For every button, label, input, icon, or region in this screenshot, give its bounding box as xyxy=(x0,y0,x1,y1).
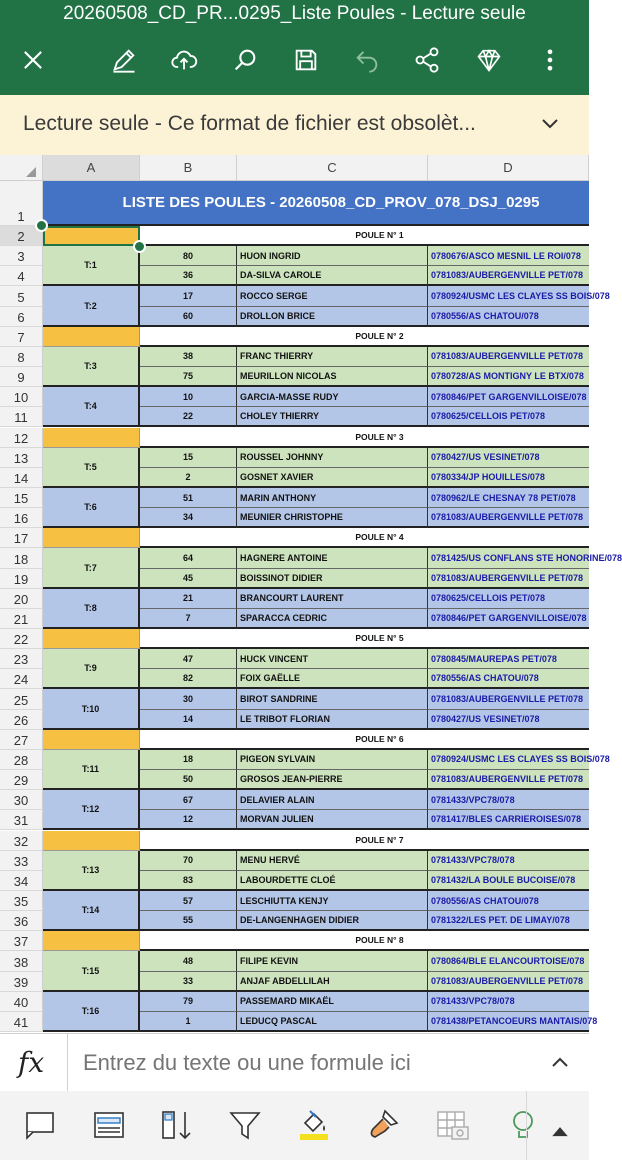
player-club-cell[interactable]: 0781425/US CONFLANS STE HONORINE/078 xyxy=(428,548,589,568)
row-header[interactable]: 29 xyxy=(0,770,43,790)
player-name-cell[interactable]: HUON INGRID xyxy=(237,246,428,266)
player-name-cell[interactable]: MARIN ANTHONY xyxy=(237,488,428,508)
team-cell[interactable]: T:11 xyxy=(43,750,140,790)
team-cell[interactable]: T:13 xyxy=(43,851,140,891)
player-name-cell[interactable]: LESCHIUTTA KENJY xyxy=(237,891,428,911)
player-club-cell[interactable]: 0780427/US VESINET/078 xyxy=(428,448,589,468)
player-club-cell[interactable]: 0780427/US VESINET/078 xyxy=(428,710,589,730)
player-number-cell[interactable]: 80 xyxy=(140,246,237,266)
player-club-cell[interactable]: 0781322/LES PET. DE LIMAY/078 xyxy=(428,911,589,931)
row-header[interactable]: 13 xyxy=(0,448,43,468)
insert-table-icon[interactable] xyxy=(434,1107,470,1143)
expand-up-icon[interactable] xyxy=(542,1113,570,1141)
player-number-cell[interactable]: 79 xyxy=(140,992,237,1012)
poule-header[interactable]: POULE N° 6 xyxy=(140,730,589,750)
sheet-title[interactable]: LISTE DES POULES - 20260508_CD_PROV_078_DSJ_0295 xyxy=(43,181,589,226)
row-header[interactable]: 25 xyxy=(0,689,43,709)
poule-separator-cell[interactable] xyxy=(43,931,140,951)
player-number-cell[interactable]: 33 xyxy=(140,972,237,992)
poule-header[interactable]: POULE N° 8 xyxy=(140,931,589,951)
row-header[interactable]: 27 xyxy=(0,730,43,750)
selection-box[interactable] xyxy=(43,226,140,246)
team-cell[interactable]: T:7 xyxy=(43,548,140,588)
row-header[interactable]: 37 xyxy=(0,931,43,951)
row-header[interactable]: 16 xyxy=(0,508,43,528)
player-name-cell[interactable]: GOSNET XAVIER xyxy=(237,468,428,488)
poule-separator-cell[interactable] xyxy=(43,831,140,851)
player-name-cell[interactable]: BIROT SANDRINE xyxy=(237,689,428,709)
row-header[interactable]: 2 xyxy=(0,226,43,246)
player-number-cell[interactable]: 18 xyxy=(140,750,237,770)
title-bar xyxy=(0,0,589,95)
player-number-cell[interactable]: 67 xyxy=(140,790,237,810)
row-header[interactable]: 39 xyxy=(0,972,43,992)
poule-header[interactable]: POULE N° 7 xyxy=(140,831,589,851)
player-club-cell[interactable]: 0780676/ASCO MESNIL LE ROI/078 xyxy=(428,246,589,266)
team-cell[interactable]: T:8 xyxy=(43,589,140,629)
formula-input[interactable] xyxy=(83,1050,523,1076)
poule-header[interactable]: POULE N° 1 xyxy=(140,226,589,246)
player-club-cell[interactable]: 0781433/VPC78/078 xyxy=(428,851,589,871)
poule-separator-cell[interactable] xyxy=(43,428,140,448)
poule-separator-cell[interactable] xyxy=(43,327,140,347)
share-icon[interactable] xyxy=(410,43,444,77)
player-name-cell[interactable]: HUCK VINCENT xyxy=(237,649,428,669)
row-header[interactable]: 23 xyxy=(0,649,43,669)
player-number-cell[interactable]: 38 xyxy=(140,347,237,367)
player-number-cell[interactable]: 34 xyxy=(140,508,237,528)
column-header-d[interactable]: D xyxy=(428,155,589,181)
player-club-cell[interactable]: 0781438/PETANCOEURS MANTAIS/078 xyxy=(428,1012,589,1032)
team-cell[interactable]: T:3 xyxy=(43,347,140,387)
player-number-cell[interactable]: 75 xyxy=(140,367,237,387)
player-name-cell[interactable]: DROLLON BRICE xyxy=(237,307,428,327)
spreadsheet-grid[interactable] xyxy=(43,181,622,1033)
row-header[interactable]: 21 xyxy=(0,609,43,629)
player-club-cell[interactable]: 0781433/VPC78/078 xyxy=(428,992,589,1012)
player-name-cell[interactable]: LE TRIBOT FLORIAN xyxy=(237,710,428,730)
row-header[interactable]: 15 xyxy=(0,488,43,508)
row-header[interactable]: 9 xyxy=(0,367,43,387)
row-header[interactable]: 33 xyxy=(0,851,43,871)
poule-separator-cell[interactable] xyxy=(43,730,140,750)
chevron-down-icon[interactable] xyxy=(538,112,562,136)
banner-message: Lecture seule - Ce format de fichier est obsolèt... xyxy=(23,112,476,135)
row-header[interactable]: 8 xyxy=(0,347,43,367)
player-name-cell[interactable]: FOIX GAËLLE xyxy=(237,669,428,689)
row-header[interactable]: 38 xyxy=(0,951,43,971)
player-number-cell[interactable]: 82 xyxy=(140,669,237,689)
close-icon[interactable] xyxy=(16,43,50,77)
player-club-cell[interactable]: 0780625/CELLOIS PET/078 xyxy=(428,589,589,609)
diamond-icon[interactable] xyxy=(472,43,506,77)
row-header[interactable]: 36 xyxy=(0,911,43,931)
player-club-cell[interactable]: 0781083/AUBERGENVILLE PET/078 xyxy=(428,689,589,709)
player-number-cell[interactable]: 17 xyxy=(140,286,237,306)
more-icon[interactable] xyxy=(533,43,567,77)
team-cell[interactable]: T:10 xyxy=(43,689,140,729)
row-header[interactable]: 26 xyxy=(0,710,43,730)
player-name-cell[interactable]: MORVAN JULIEN xyxy=(237,810,428,830)
player-club-cell[interactable]: 0780728/AS MONTIGNY LE BTX/078 xyxy=(428,367,589,387)
row-header[interactable]: 32 xyxy=(0,831,43,851)
poule-header[interactable]: POULE N° 4 xyxy=(140,528,589,548)
format-painter-icon[interactable] xyxy=(365,1107,401,1143)
player-club-cell[interactable]: 0780924/USMC LES CLAYES SS BOIS/078 xyxy=(428,750,589,770)
team-cell[interactable]: T:15 xyxy=(43,951,140,991)
team-cell[interactable]: T:1 xyxy=(43,246,140,286)
player-club-cell[interactable]: 0781433/VPC78/078 xyxy=(428,790,589,810)
row-header[interactable]: 6 xyxy=(0,307,43,327)
player-name-cell[interactable]: SPARACCA CEDRIC xyxy=(237,609,428,629)
player-name-cell[interactable]: DA-SILVA CAROLE xyxy=(237,266,428,286)
pen-icon[interactable] xyxy=(107,43,141,77)
comment-icon[interactable] xyxy=(22,1107,58,1143)
player-name-cell[interactable]: BRANCOURT LAURENT xyxy=(237,589,428,609)
row-header[interactable]: 17 xyxy=(0,528,43,548)
toolbar-separator xyxy=(526,1091,527,1160)
row-header[interactable]: 24 xyxy=(0,669,43,689)
team-cell[interactable]: T:14 xyxy=(43,891,140,931)
player-number-cell[interactable]: 2 xyxy=(140,468,237,488)
player-number-cell[interactable]: 45 xyxy=(140,569,237,589)
player-number-cell[interactable]: 10 xyxy=(140,387,237,407)
player-name-cell[interactable]: MEUNIER CHRISTOPHE xyxy=(237,508,428,528)
player-name-cell[interactable]: PASSEMARD MIKAËL xyxy=(237,992,428,1012)
player-number-cell[interactable]: 15 xyxy=(140,448,237,468)
player-club-cell[interactable]: 0780924/USMC LES CLAYES SS BOIS/078 xyxy=(428,286,589,306)
player-club-cell[interactable]: 0780625/CELLOIS PET/078 xyxy=(428,407,589,427)
player-number-cell[interactable]: 83 xyxy=(140,871,237,891)
player-number-cell[interactable]: 36 xyxy=(140,266,237,286)
formula-separator xyxy=(67,1034,68,1092)
player-name-cell[interactable]: PIGEON SYLVAIN xyxy=(237,750,428,770)
player-club-cell[interactable]: 0780864/BLE ELANCOURTOISE/078 xyxy=(428,951,589,971)
select-all-corner[interactable] xyxy=(0,155,43,181)
undo-icon[interactable] xyxy=(350,43,384,77)
player-name-cell[interactable]: MENU HERVÉ xyxy=(237,851,428,871)
row-header[interactable]: 1 xyxy=(0,181,43,226)
player-club-cell[interactable]: 0781083/AUBERGENVILLE PET/078 xyxy=(428,972,589,992)
cloud-upload-icon[interactable] xyxy=(167,43,201,77)
row-header[interactable]: 40 xyxy=(0,992,43,1012)
player-club-cell[interactable]: 0780845/MAUREPAS PET/078 xyxy=(428,649,589,669)
poule-header[interactable]: POULE N° 5 xyxy=(140,629,589,649)
player-club-cell[interactable]: 0781083/AUBERGENVILLE PET/078 xyxy=(428,508,589,528)
row-header[interactable]: 41 xyxy=(0,1012,43,1032)
player-number-cell[interactable]: 57 xyxy=(140,891,237,911)
player-name-cell[interactable]: DELAVIER ALAIN xyxy=(237,790,428,810)
fill-color-icon[interactable] xyxy=(296,1107,332,1143)
player-name-cell[interactable]: BOISSINOT DIDIER xyxy=(237,569,428,589)
player-club-cell[interactable]: 0781432/LA BOULE BUCOISE/078 xyxy=(428,871,589,891)
row-header[interactable]: 3 xyxy=(0,246,43,266)
row-header[interactable]: 28 xyxy=(0,750,43,770)
player-club-cell[interactable]: 0780962/LE CHESNAY 78 PET/078 xyxy=(428,488,589,508)
filter-icon[interactable] xyxy=(227,1107,263,1143)
player-number-cell[interactable]: 47 xyxy=(140,649,237,669)
row-header[interactable]: 30 xyxy=(0,790,43,810)
row-header[interactable]: 4 xyxy=(0,266,43,286)
freeze-panes-icon[interactable] xyxy=(91,1107,127,1143)
player-name-cell[interactable]: HAGNERE ANTOINE xyxy=(237,548,428,568)
window-title: 20260508_CD_PR...0295_Liste Poules - Lecture seule xyxy=(63,3,526,24)
player-number-cell[interactable]: 12 xyxy=(140,810,237,830)
chevron-up-icon[interactable] xyxy=(548,1051,572,1075)
player-name-cell[interactable]: GROSOS JEAN-PIERRE xyxy=(237,770,428,790)
player-number-cell[interactable]: 64 xyxy=(140,548,237,568)
formula-bar xyxy=(0,1033,589,1093)
player-name-cell[interactable]: FILIPE KEVIN xyxy=(237,951,428,971)
player-club-cell[interactable]: 0780556/AS CHATOU/078 xyxy=(428,669,589,689)
player-club-cell[interactable]: 0781083/AUBERGENVILLE PET/078 xyxy=(428,770,589,790)
player-name-cell[interactable]: GARCIA-MASSE RUDY xyxy=(237,387,428,407)
player-club-cell[interactable]: 0780846/PET GARGENVILLOISE/078 xyxy=(428,387,589,407)
player-name-cell[interactable]: DE-LANGENHAGEN DIDIER xyxy=(237,911,428,931)
row-header[interactable]: 31 xyxy=(0,810,43,830)
team-cell[interactable]: T:2 xyxy=(43,286,140,326)
player-number-cell[interactable]: 70 xyxy=(140,851,237,871)
player-number-cell[interactable]: 51 xyxy=(140,488,237,508)
player-club-cell[interactable]: 0780846/PET GARGENVILLOISE/078 xyxy=(428,609,589,629)
player-number-cell[interactable]: 1 xyxy=(140,1012,237,1032)
player-number-cell[interactable]: 22 xyxy=(140,407,237,427)
column-header-a[interactable]: A xyxy=(43,155,140,181)
player-number-cell[interactable]: 21 xyxy=(140,589,237,609)
row-header[interactable]: 18 xyxy=(0,548,43,568)
player-name-cell[interactable]: CHOLEY THIERRY xyxy=(237,407,428,427)
read-only-banner[interactable] xyxy=(0,95,589,156)
player-name-cell[interactable]: LABOURDETTE CLOÉ xyxy=(237,871,428,891)
selection-handle-top-left[interactable] xyxy=(35,219,48,232)
poule-separator-cell[interactable] xyxy=(43,629,140,649)
row-header[interactable]: 34 xyxy=(0,871,43,891)
player-club-cell[interactable]: 0780334/JP HOUILLES/078 xyxy=(428,468,589,488)
team-cell[interactable]: T:12 xyxy=(43,790,140,830)
function-icon[interactable]: fx xyxy=(18,1046,45,1079)
row-header[interactable]: 22 xyxy=(0,629,43,649)
player-name-cell[interactable]: ANJAF ABDELLILAH xyxy=(237,972,428,992)
row-header[interactable]: 35 xyxy=(0,891,43,911)
team-cell[interactable]: T:9 xyxy=(43,649,140,689)
row-header[interactable]: 14 xyxy=(0,468,43,488)
player-number-cell[interactable]: 50 xyxy=(140,770,237,790)
team-cell[interactable]: T:6 xyxy=(43,488,140,528)
player-name-cell[interactable]: ROCCO SERGE xyxy=(237,286,428,306)
row-header[interactable]: 10 xyxy=(0,387,43,407)
column-header-c[interactable]: C xyxy=(237,155,428,181)
row-header[interactable]: 11 xyxy=(0,407,43,427)
player-number-cell[interactable]: 7 xyxy=(140,609,237,629)
bottom-toolbar xyxy=(0,1091,589,1160)
player-club-cell[interactable]: 0781083/AUBERGENVILLE PET/078 xyxy=(428,569,589,589)
team-cell[interactable]: T:4 xyxy=(43,387,140,427)
player-club-cell[interactable]: 0780556/AS CHATOU/078 xyxy=(428,307,589,327)
player-club-cell[interactable]: 0781083/AUBERGENVILLE PET/078 xyxy=(428,347,589,367)
player-number-cell[interactable]: 30 xyxy=(140,689,237,709)
row-header[interactable]: 20 xyxy=(0,589,43,609)
row-header[interactable]: 5 xyxy=(0,286,43,306)
row-header[interactable]: 12 xyxy=(0,428,43,448)
row-header[interactable]: 19 xyxy=(0,569,43,589)
search-icon[interactable] xyxy=(228,43,262,77)
team-cell[interactable]: T:16 xyxy=(43,992,140,1032)
player-name-cell[interactable]: ROUSSEL JOHNNY xyxy=(237,448,428,468)
player-club-cell[interactable]: 0781083/AUBERGENVILLE PET/078 xyxy=(428,266,589,286)
player-club-cell[interactable]: 0780556/AS CHATOU/078 xyxy=(428,891,589,911)
player-number-cell[interactable]: 48 xyxy=(140,951,237,971)
player-club-cell[interactable]: 0781417/BLES CARRIEROISES/078 xyxy=(428,810,589,830)
row-header[interactable]: 7 xyxy=(0,327,43,347)
poule-header[interactable]: POULE N° 3 xyxy=(140,428,589,448)
sort-icon[interactable] xyxy=(159,1107,195,1143)
poule-separator-cell[interactable] xyxy=(43,528,140,548)
player-name-cell[interactable]: LEDUCQ PASCAL xyxy=(237,1012,428,1032)
player-number-cell[interactable]: 55 xyxy=(140,911,237,931)
team-cell[interactable]: T:5 xyxy=(43,448,140,488)
save-icon[interactable] xyxy=(289,43,323,77)
player-number-cell[interactable]: 60 xyxy=(140,307,237,327)
player-name-cell[interactable]: MEURILLON NICOLAS xyxy=(237,367,428,387)
ideas-icon[interactable] xyxy=(505,1107,525,1143)
poule-header[interactable]: POULE N° 2 xyxy=(140,327,589,347)
player-name-cell[interactable]: FRANC THIERRY xyxy=(237,347,428,367)
player-number-cell[interactable]: 14 xyxy=(140,710,237,730)
column-header-b[interactable]: B xyxy=(140,155,237,181)
